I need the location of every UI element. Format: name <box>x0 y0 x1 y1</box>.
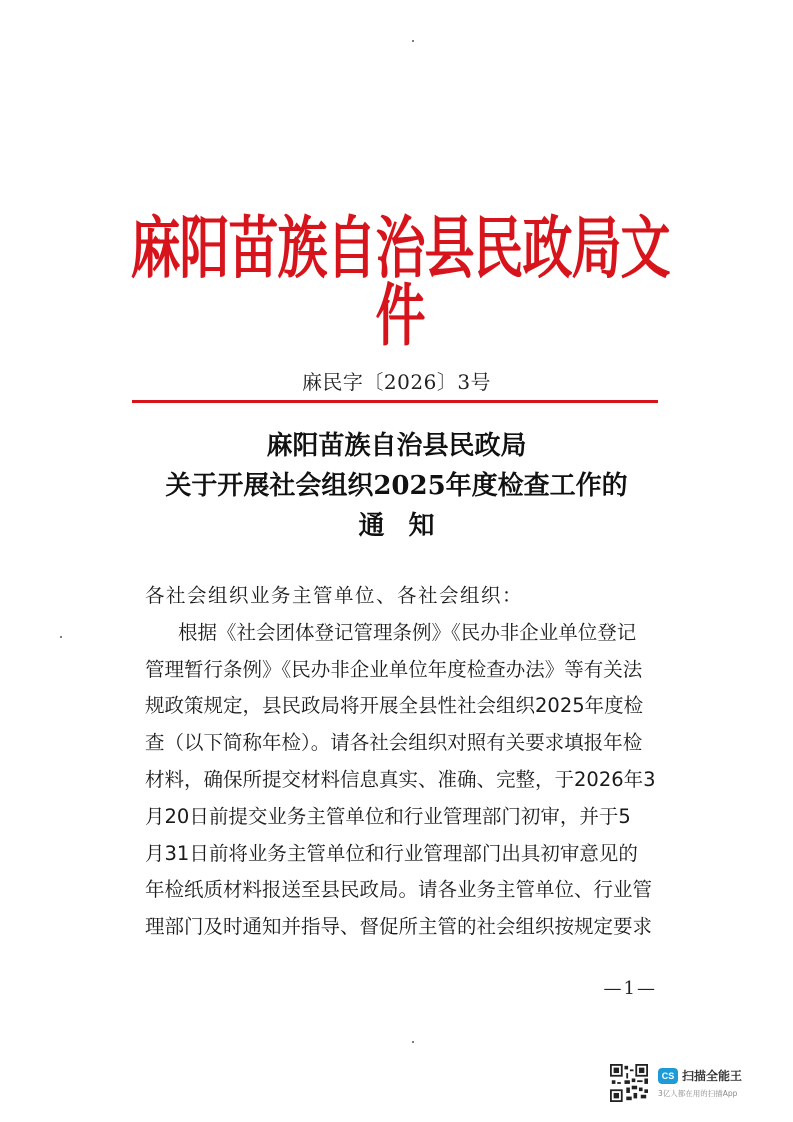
paragraph-line: 管理暂行条例》《民办非企业单位年度检查办法》等有关法 <box>145 657 643 681</box>
paragraph-line: 理部门及时通知并指导、督促所主管的社会组织按规定要求 <box>145 915 653 939</box>
document-header-title: 麻阳苗族自治县民政局文件 <box>130 208 670 356</box>
scanner-watermark <box>610 1064 775 1108</box>
paragraph-line: 根据《社会团体登记管理条例》《民办非企业单位登记 <box>178 620 637 644</box>
camscanner-logo-icon: CS <box>658 1068 678 1084</box>
qr-code-icon <box>610 1064 648 1102</box>
salutation: 各社会组织业务主管单位、各社会组织： <box>145 584 524 607</box>
notice-title-line-2: 关于开展社会组织2025年度检查工作的 <box>165 471 628 501</box>
scanner-app-name: 扫描全能王 <box>682 1069 743 1083</box>
paragraph-line: 月20日前提交业务主管单位和行业管理部门初审，并于5 <box>145 804 631 828</box>
notice-body <box>145 578 665 946</box>
paragraph-line: 材料，确保所提交材料信息真实、准确、完整，于2026年3 <box>145 767 656 791</box>
paragraph-line: 年检纸质材料报送至县民政局。请各业务主管单位、行业管 <box>145 878 653 902</box>
scanner-app-tagline: 3亿人都在用的扫描App <box>658 1089 738 1098</box>
paragraph-line: 规政策规定，县民政局将开展全县性社会组织2025年度检 <box>145 694 644 718</box>
scan-speck <box>412 40 414 42</box>
document-number: 麻民字〔2026〕3号 <box>301 370 492 394</box>
scan-speck <box>60 636 62 638</box>
page-number: —1— <box>603 978 657 999</box>
notice-title-line-3: 通知 <box>358 511 459 541</box>
header-divider-line <box>132 400 658 403</box>
notice-title-line-1: 麻阳苗族自治县民政局 <box>266 431 527 461</box>
paragraph-line: 月31日前将业务主管单位和行业管理部门出具初审意见的 <box>145 841 638 865</box>
scan-speck <box>412 1041 414 1043</box>
paragraph-line: 查（以下简称年检）。请各社会组织对照有关要求填报年检 <box>145 731 643 755</box>
notice-title <box>0 426 793 546</box>
